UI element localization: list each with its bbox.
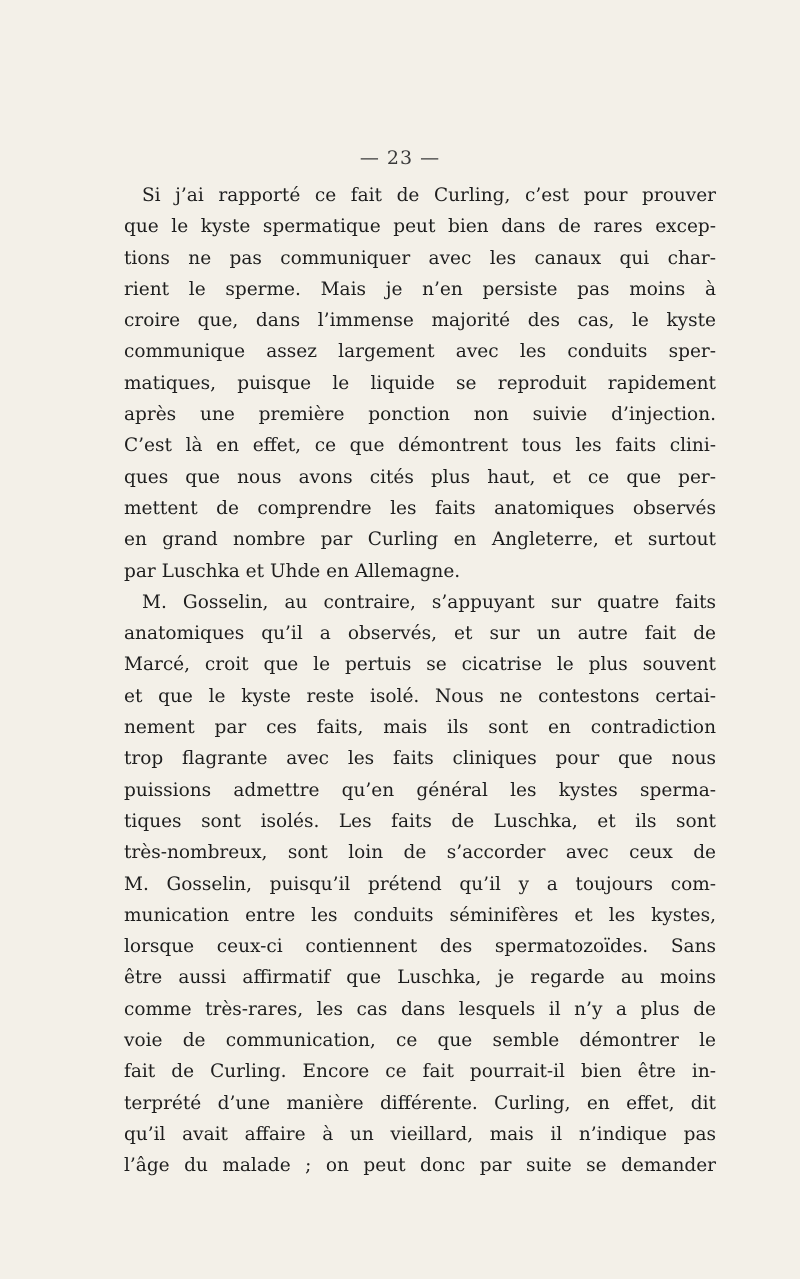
text-line: M. Gosselin, au contraire, s’appuyant sur quatre faits: [142, 591, 716, 613]
text-line: en grand nombre par Curling en Angleterre, et surtout: [124, 529, 716, 551]
text-line: C’est là en effet, ce que démontrent tous les faits clini-: [124, 435, 716, 457]
text-line: après une première ponction non suivie d’injection.: [124, 404, 716, 426]
text-line: M. Gosselin, puisqu’il prétend qu’il y a toujours com-: [124, 873, 716, 895]
text-line: lorsque ceux-ci contiennent des spermatozoïdes. Sans: [124, 936, 716, 958]
text-line: tiques sont isolés. Les faits de Luschka, et ils sont: [124, 810, 716, 832]
text-line: et que le kyste reste isolé. Nous ne contestons certai-: [124, 685, 716, 707]
page-number: — 23 —: [359, 147, 441, 169]
text-line: Si j’ai rapporté ce fait de Curling, c’est pour prouver: [142, 185, 716, 206]
text-line: anatomiques qu’il a observés, et sur un autre fait de: [124, 623, 716, 645]
body-text: [124, 180, 716, 1182]
text-line: l’âge du malade ; on peut donc par suite se demander: [124, 1155, 716, 1177]
text-line: terprété d’une manière différente. Curling, en effet, dit: [124, 1092, 716, 1114]
text-line: trop flagrante avec les faits cliniques pour que nous: [124, 748, 716, 770]
text-line: par Luschka et Uhde en Allemagne.: [124, 560, 461, 582]
text-line: rient le sperme. Mais je n’en persiste pas moins à: [124, 278, 716, 300]
text-line: fait de Curling. Encore ce fait pourrait-il bien être in-: [124, 1061, 716, 1083]
text-line: croire que, dans l’immense majorité des cas, le kyste: [124, 310, 716, 332]
text-line: très-nombreux, sont loin de s’accorder avec ceux de: [124, 842, 716, 864]
text-line: nement par ces faits, mais ils sont en contradiction: [124, 717, 716, 739]
text-line: que le kyste spermatique peut bien dans de rares excep-: [124, 216, 716, 238]
text-line: puissions admettre qu’en général les kystes sperma-: [124, 779, 716, 801]
text-line: être aussi affirmatif que Luschka, je regarde au moins: [124, 967, 716, 989]
text-line: munication entre les conduits séminifères et les kystes,: [124, 904, 716, 926]
text-line: qu’il avait affaire à un vieillard, mais il n’indique pas: [124, 1123, 716, 1145]
text-line: ques que nous avons cités plus haut, et ce que per-: [124, 466, 716, 488]
text-line: voie de communication, ce que semble démontrer le: [124, 1030, 716, 1052]
text-line: matiques, puisque le liquide se reproduit rapidement: [124, 372, 716, 394]
text-line: communique assez largement avec les conduits sper-: [124, 341, 716, 363]
text-line: Marcé, croit que le pertuis se cicatrise le plus souvent: [124, 654, 716, 676]
text-line: comme très-rares, les cas dans lesquels il n’y a plus de: [124, 998, 716, 1020]
text-line: tions ne pas communiquer avec les canaux qui char-: [124, 247, 716, 269]
text-line: mettent de comprendre les faits anatomiques observés: [124, 497, 716, 519]
